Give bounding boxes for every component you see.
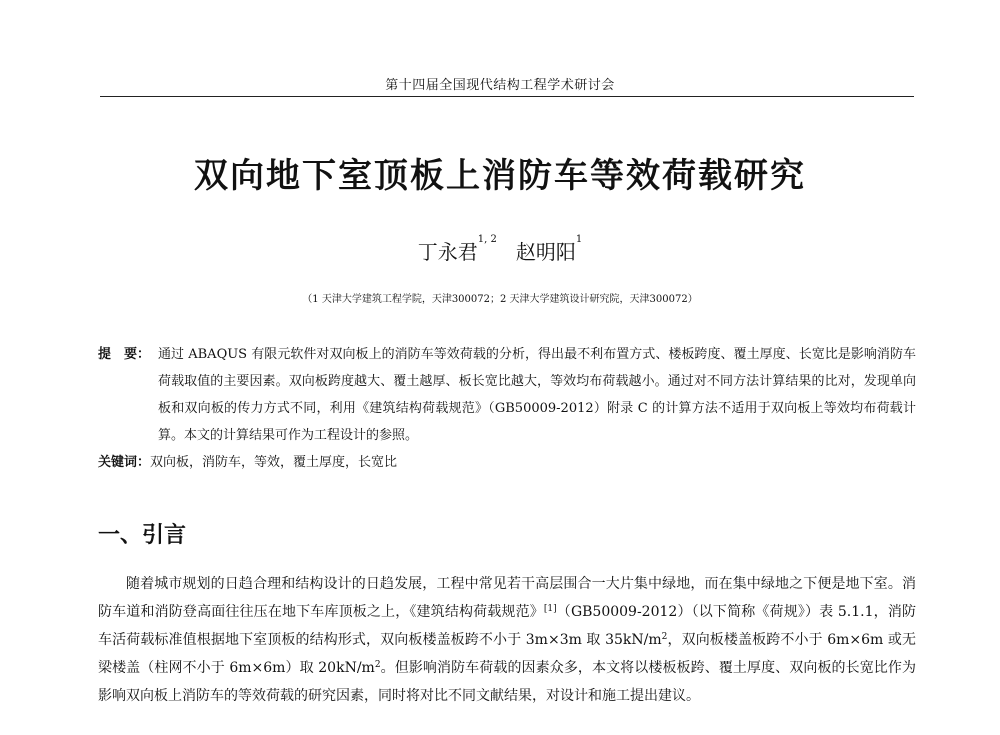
- paragraph-text: 。但影响消防车荷载的因素众多，本文将以楼板板跨、覆土厚度、双向板的长宽比作为影响双向板上消防车的等效荷载的研究因素，同时将对比不同文献结果，对设计和施工提出建议。: [98, 660, 916, 704]
- author-affil-mark: 1: [575, 234, 583, 245]
- keywords-text: 双向板，消防车，等效，覆土厚度，长宽比: [150, 455, 398, 470]
- body-paragraph: [98, 570, 916, 710]
- paper-title: 双向地下室顶板上消防车等效荷载研究: [194, 156, 806, 196]
- author-name: 赵明阳: [515, 240, 576, 264]
- section-heading: 一、引言: [98, 523, 187, 548]
- header-rule: [100, 96, 914, 97]
- keywords: [98, 452, 916, 474]
- abstract: [98, 341, 916, 449]
- author-name: 丁永君: [417, 240, 478, 264]
- keywords-label: 关键词：: [98, 455, 151, 470]
- paragraph-text: 随着城市规划的日趋合理和结构设计的日趋发展，工程中常见若干高层围合一大片集中绿地，而在集中绿地之下便是地下室。消防车道和消防登高面往往压在地下车库顶板之上，《建筑结构荷载规范》: [98, 576, 916, 620]
- paragraph-text: （GB50009-2012）（以下简称《荷规》）表 5.1.1，消防车活荷载标准值根据地下室顶板的结构形式，双向板楼盖板跨不小于 3m×3m 取 35kN/m: [98, 604, 916, 648]
- citation-ref: [1]: [543, 604, 557, 614]
- author-line: [0, 236, 1000, 265]
- unit-superscript: 2: [374, 660, 381, 670]
- abstract-label: 提 要：: [98, 347, 151, 362]
- unit-superscript: 2: [661, 632, 668, 642]
- running-header: 第十四届全国现代结构工程学术研讨会: [385, 78, 615, 93]
- paragraph-text: ，双向板楼盖板跨不小于 6m×6m 或无梁楼盖（柱网不小于 6m×6m）取 20kN/m: [98, 632, 916, 676]
- author-affil-mark: 1, 2: [477, 234, 497, 245]
- abstract-text: 通过 ABAQUS 有限元软件对双向板上的消防车等效荷载的分析，得出最不利布置方式、楼板跨度、覆土厚度、长宽比是影响消防车荷载取值的主要因素。双向板跨度越大、覆土越厚、板长宽比越大，等效均布荷载越小。通过对不同方法计算结果的比对，发现单向板和双向板的传力方式不同，利用《建筑结构荷载规范》（GB50009-2012）附录 C 的计算方法不适用于双向板上等效均布荷载计算。本文的计算结果可作为工程设计的参照。: [158, 347, 916, 443]
- affiliation: （1 天津大学建筑工程学院，天津300072；2 天津大学建筑设计研究院，天津300072）: [302, 294, 698, 305]
